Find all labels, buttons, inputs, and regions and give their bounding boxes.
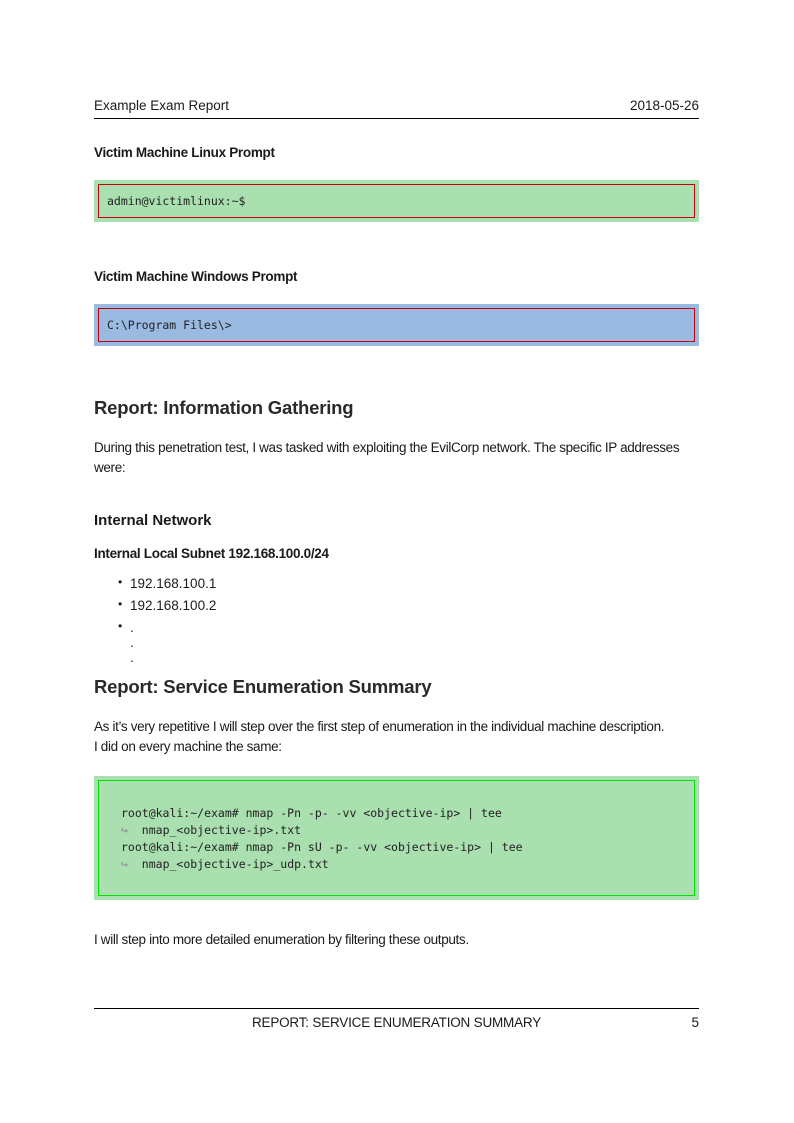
code-text: nmap_<objective-ip>.txt <box>141 823 302 837</box>
code-text: root@kali:~/exam# nmap -Pn sU -p- -vv <objective-ip> | tee <box>121 840 523 854</box>
code-line <box>121 857 329 871</box>
linux-prompt-box <box>94 180 699 222</box>
code-line <box>121 840 523 854</box>
ip-address: 192.168.100.2 <box>130 598 217 613</box>
report-date: 2018-05-26 <box>629 98 699 113</box>
page-header <box>94 97 699 119</box>
closing-paragraph: I will step into more detailed enumeration by filtering these outputs. <box>94 932 469 947</box>
windows-prompt-box <box>94 304 699 346</box>
continuation-arrow-icon: ↪ <box>121 823 128 837</box>
paragraph-line: I did on every machine the same: <box>94 739 282 754</box>
code-frame <box>98 780 695 896</box>
paragraph-line: During this penetration test, I was tasked with exploiting the EvilCorp network. The specific IP addresses <box>94 440 680 455</box>
code-line <box>121 823 301 837</box>
ip-address: 192.168.100.1 <box>130 576 217 591</box>
ip-ellipsis: . . . <box>130 620 134 665</box>
linux-prompt-text: admin@victimlinux:~$ <box>107 194 246 208</box>
code-block <box>94 776 699 900</box>
internal-network-heading: Internal Network <box>94 512 212 529</box>
report-title: Example Exam Report <box>94 98 230 113</box>
code-text: root@kali:~/exam# nmap -Pn -p- -vv <objective-ip> | tee <box>121 806 502 820</box>
service-enum-heading: Report: Service Enumeration Summary <box>94 676 432 697</box>
page-number: 5 <box>691 1015 699 1030</box>
code-text: nmap_<objective-ip>_udp.txt <box>141 857 329 871</box>
paragraph-line: As it’s very repetitive I will step over the first step of enumeration in the individual machine description. <box>94 719 665 734</box>
continuation-arrow-icon: ↪ <box>121 857 128 871</box>
windows-prompt-frame <box>98 308 695 342</box>
bullet-icon: • <box>118 597 123 611</box>
bullet-icon: • <box>118 575 123 589</box>
windows-prompt-heading: Victim Machine Windows Prompt <box>94 269 298 284</box>
bullet-icon: • <box>118 619 123 633</box>
info-gathering-heading: Report: Information Gathering <box>94 397 354 418</box>
page-footer <box>94 1008 699 1030</box>
windows-prompt-text: C:\Program Files\> <box>107 318 232 332</box>
linux-prompt-frame <box>98 184 695 218</box>
info-gathering-paragraph <box>94 438 704 478</box>
subnet-heading: Internal Local Subnet 192.168.100.0/24 <box>94 546 329 561</box>
paragraph-line: were: <box>94 460 126 475</box>
footer-section: REPORT: SERVICE ENUMERATION SUMMARY <box>251 1015 542 1030</box>
code-line <box>121 806 502 820</box>
service-enum-paragraph <box>94 717 704 757</box>
linux-prompt-heading: Victim Machine Linux Prompt <box>94 145 275 160</box>
